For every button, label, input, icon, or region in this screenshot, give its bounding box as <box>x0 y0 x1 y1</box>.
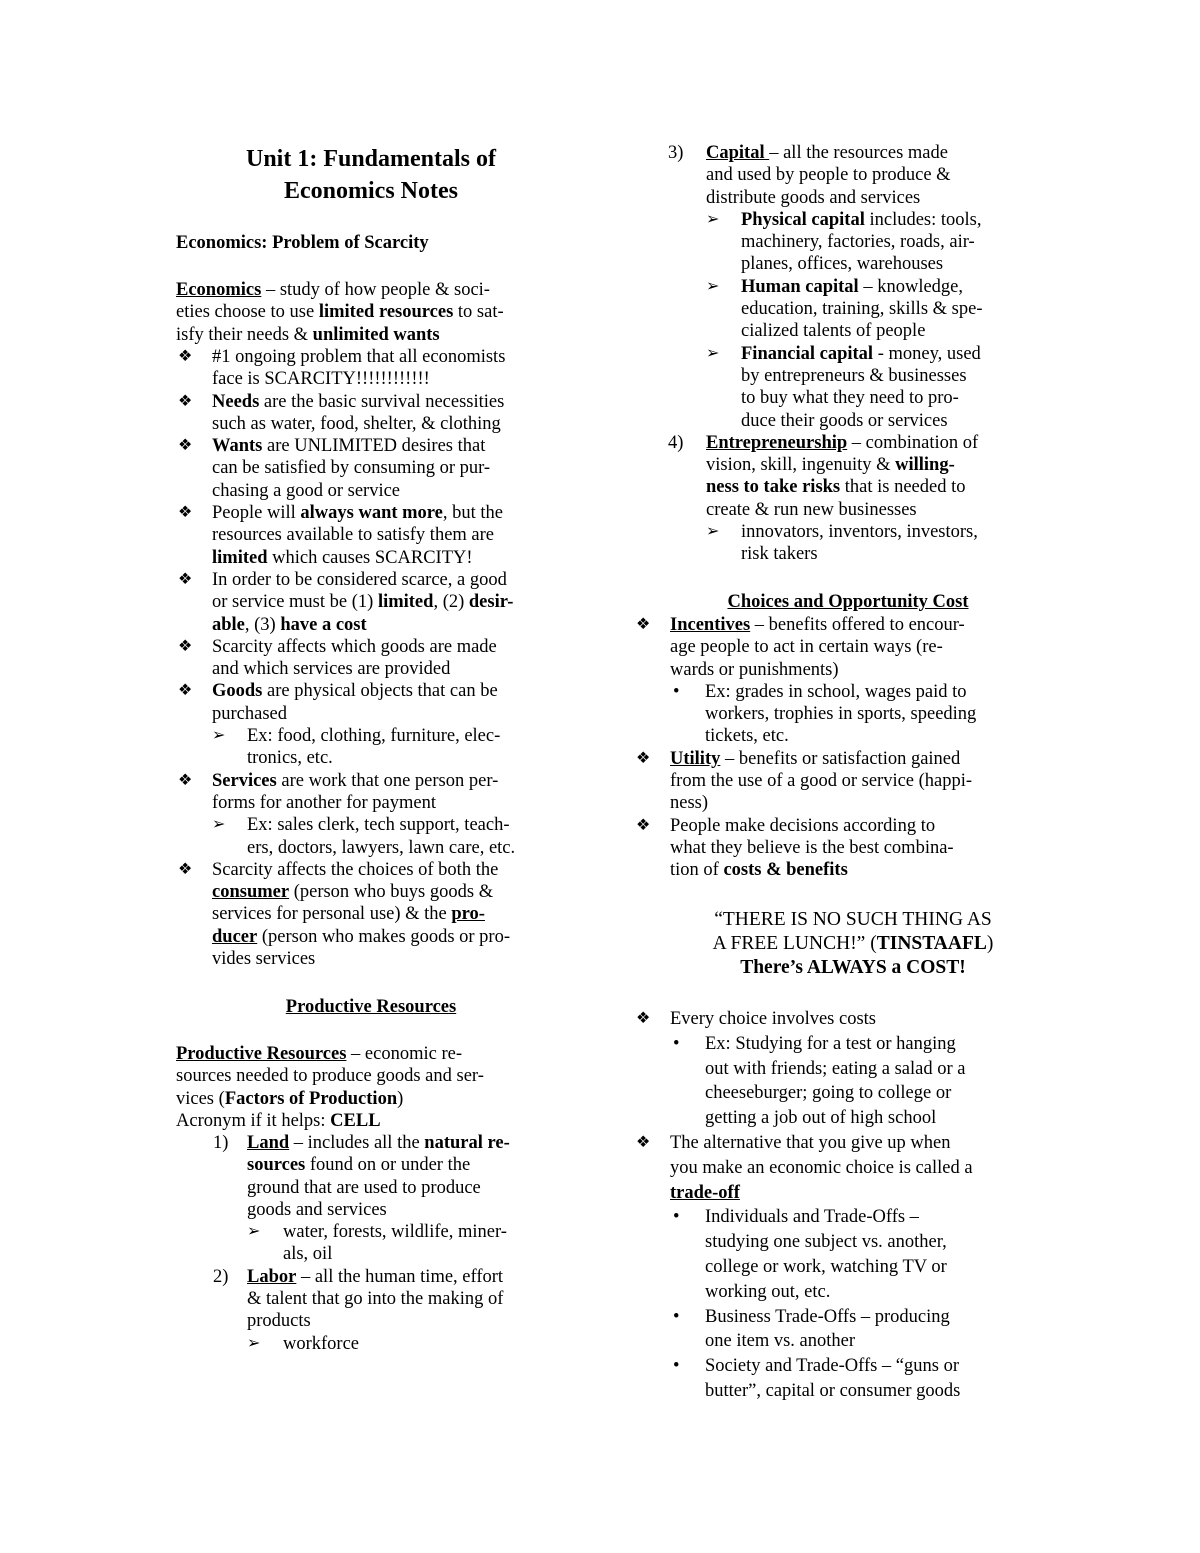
page-title: Unit 1: Fundamentals of Economics Notes <box>245 146 497 204</box>
diamond-icon: ❖ <box>636 1010 651 1027</box>
list-item: ➢ Ex: food, clothing, furniture, elec- tronics, etc. <box>212 726 501 769</box>
list-item: 3) Capital – all the resources made and used by people to produce & distribute goods and services <box>668 143 951 208</box>
list-item: • Ex: Studying for a test or hanging out with friends; eating a salad or a cheeseburger; going to college or getting a job out of high school <box>673 1033 966 1129</box>
list-item: ❖ People make decisions according to what they believe is the best combina- tion of costs & benefits <box>636 815 954 881</box>
arrow-icon: ➢ <box>706 344 720 362</box>
list-item: ❖ Goods are physical objects that can be purchased <box>178 681 498 724</box>
list-item: 1) Land – includes all the natural re- sources found on or under the ground that are used to produce goods and services <box>213 1133 510 1220</box>
list-item: ➢ Human capital – knowledge, education, training, skills & spe- cialized talents of people <box>706 276 983 342</box>
list-item: ❖ People will always want more, but the resources available to satisfy them are limited which causes SCARCITY! <box>178 503 504 568</box>
subtitle: Economics: Problem of Scarcity <box>176 233 429 253</box>
choices-heading: Choices and Opportunity Cost <box>727 592 969 612</box>
diamond-icon: ❖ <box>178 392 193 410</box>
list-item: ❖ Incentives – benefits offered to encour- age people to act in certain ways (re- wards or punishments) <box>636 615 965 680</box>
list-item: ❖ In order to be considered scarce, a good or service must be (1) limited, (2) desir- able, (3) have a cost <box>178 569 514 635</box>
list-item: ❖ Every choice involves costs <box>668 1007 1038 1032</box>
diamond-icon: ❖ <box>178 504 193 522</box>
scarcity-list <box>176 346 576 970</box>
choices-list <box>636 614 1038 882</box>
diamond-icon: ❖ <box>636 816 651 834</box>
list-item: • Ex: grades in school, wages paid to workers, trophies in sports, speeding tickets, etc. <box>673 681 977 747</box>
diamond-icon: ❖ <box>636 1133 651 1151</box>
tinstaafl-quote: “THERE IS NO SUCH THING AS A FREE LUNCH!” (TINSTAAFL) There’s ALWAYS a COST! <box>712 909 994 978</box>
list-item: ❖ Services are work that one person per- forms for another for payment <box>178 770 499 813</box>
productive-resources-definition: Productive Resources – economic re- sources needed to produce goods and ser- vices (Factors of Production) Acronym if it helps: CELL <box>176 1044 484 1131</box>
factors-list <box>176 1132 576 1355</box>
diamond-icon: ❖ <box>178 570 193 588</box>
diamond-icon: ❖ <box>636 749 651 767</box>
list-item: ❖ The alternative that you give up when you make an economic choice is called a trade-off <box>636 1132 973 1203</box>
bullet-icon: • <box>673 1207 680 1228</box>
arrow-icon: ➢ <box>706 277 720 295</box>
capital-section <box>668 142 1038 566</box>
diamond-icon: ❖ <box>178 860 193 878</box>
costs-list <box>636 1007 1038 1404</box>
list-item: • Individuals and Trade-Offs – studying one subject vs. another, college or work, watching TV or working out, etc. <box>673 1207 947 1302</box>
bullet-icon: • <box>673 1356 680 1377</box>
list-item: ➢ water, forests, wildlife, miner- als, oil <box>247 1222 507 1265</box>
list-item: ❖ Scarcity affects the choices of both the consumer (person who buys goods & services for personal use) & the pro- ducer (person who makes goods or pro- vides services <box>178 859 511 970</box>
arrow-icon: ➢ <box>212 727 226 745</box>
list-item: ❖ Utility – benefits or satisfaction gained from the use of a good or service (happi- ness) <box>636 748 973 814</box>
diamond-icon: ❖ <box>178 437 193 455</box>
arrow-icon: ➢ <box>212 816 226 834</box>
economics-definition: Economics – study of how people & soci- eties choose to use limited resources to sat- isfy their needs & unlimited wants <box>176 280 504 345</box>
arrow-icon: ➢ <box>247 1334 261 1352</box>
list-item: 2) Labor – all the human time, effort & talent that go into the making of products <box>213 1266 504 1332</box>
arrow-icon: ➢ <box>706 210 720 228</box>
list-item: ❖ Needs are the basic survival necessities such as water, food, shelter, & clothing <box>178 391 505 434</box>
list-item: ❖ Scarcity affects which goods are made and which services are provided <box>178 636 497 680</box>
list-item: ❖ #1 ongoing problem that all economists face is SCARCITY!!!!!!!!!!!! <box>178 347 506 390</box>
list-item: ➢ Physical capital includes: tools, machinery, factories, roads, air- planes, offices, warehouses <box>706 209 982 275</box>
arrow-icon: ➢ <box>247 1223 261 1241</box>
list-item: ➢ Ex: sales clerk, tech support, teach- ers, doctors, lawyers, lawn care, etc. <box>212 815 516 858</box>
productive-resources-heading: Productive Resources <box>285 997 457 1017</box>
list-item: 4) Entrepreneurship – combination of vision, skill, ingenuity & willing- ness to take risks that is needed to create & run new businesses <box>668 432 979 520</box>
bullet-icon: • <box>673 681 680 702</box>
diamond-icon: ❖ <box>178 637 193 655</box>
list-item: • Business Trade-Offs – producing one item vs. another <box>673 1306 950 1352</box>
diamond-icon: ❖ <box>178 348 193 365</box>
diamond-icon: ❖ <box>178 682 193 700</box>
diamond-icon: ❖ <box>178 771 193 789</box>
bullet-icon: • <box>673 1033 680 1054</box>
bullet-icon: • <box>673 1306 680 1327</box>
list-item: ➢ workforce <box>247 1333 360 1354</box>
list-item: ➢ Financial capital - money, used by entrepreneurs & businesses to buy what they need to pro- duce their goods or services <box>706 343 981 431</box>
list-item: ❖ Wants are UNLIMITED desires that can be satisfied by consuming or pur- chasing a good or service <box>178 436 491 501</box>
diamond-icon: ❖ <box>636 616 651 633</box>
list-item: • Society and Trade-Offs – “guns or butter”, capital or consumer goods <box>673 1356 961 1401</box>
arrow-icon: ➢ <box>706 523 720 541</box>
list-item: ➢ innovators, inventors, investors, risk takers <box>706 522 978 565</box>
